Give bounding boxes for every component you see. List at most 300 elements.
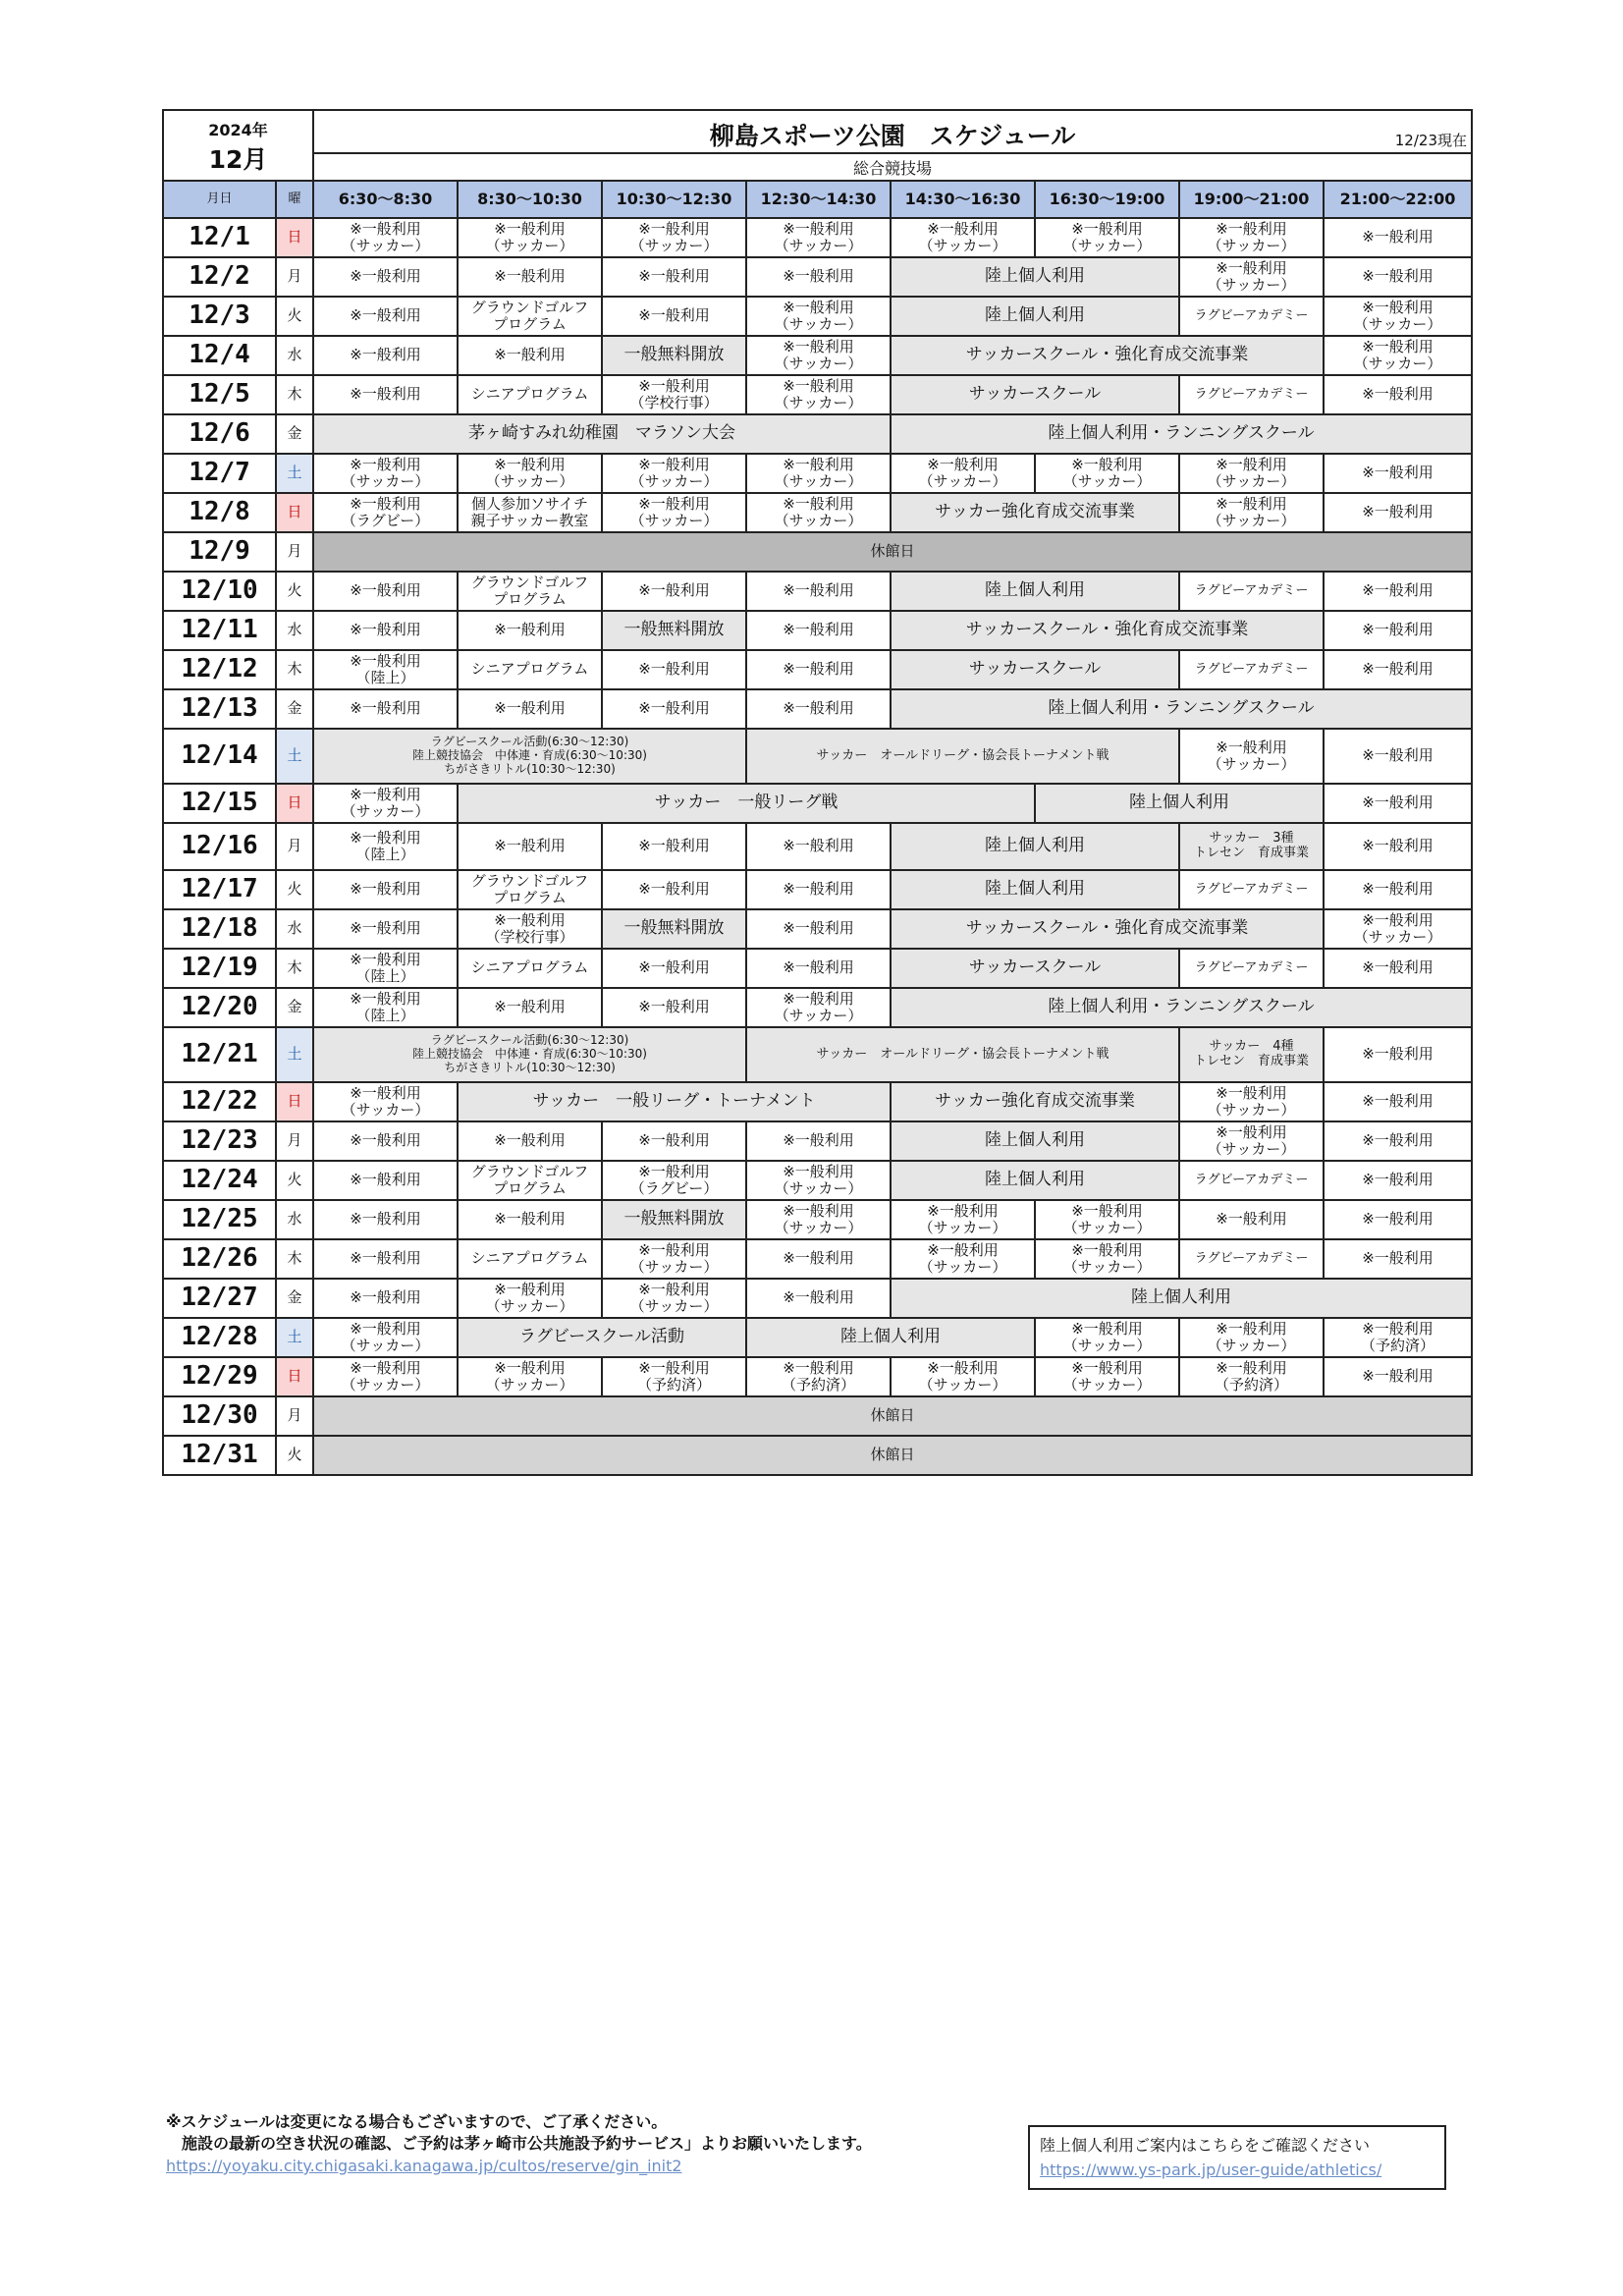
column-header-row [163,181,1472,218]
date-cell: 12/24 [163,1161,276,1200]
date-cell: 12/22 [163,1082,276,1121]
schedule-cell: ※一般利用 （サッカー） [746,454,891,493]
schedule-cell: サッカースクール [891,949,1179,988]
schedule-cell: ※一般利用 （サッカー） [313,784,458,823]
change-notice: ※スケジュールは変更になる場合もございますので、ご了承ください。 [166,2112,668,2131]
schedule-cell: サッカー強化育成交流事業 [891,493,1179,532]
date-cell: 12/10 [163,572,276,611]
weekday-cell: 木 [276,949,313,988]
schedule-cell: ※一般利用 [746,1121,891,1161]
schedule-cell: サッカー 4種 トレセン 育成事業 [1179,1027,1324,1082]
date-cell: 12/5 [163,375,276,414]
schedule-cell: ※一般利用 （サッカー） [891,454,1035,493]
dow-column-header: 曜 [276,181,313,218]
schedule-cell: ※一般利用 [602,689,746,729]
schedule-cell: ※一般利用 [313,870,458,909]
reservation-notice: 施設の最新の空き状況の確認、ご予約は茅ヶ崎市公共施設予約サービス」よりお願いいたします。 [182,2134,872,2153]
weekday-cell: 水 [276,336,313,375]
schedule-cell: ※一般利用 （サッカー） [602,218,746,257]
schedule-cell: サッカー 一般リーグ・トーナメント [458,1082,891,1121]
weekday-cell: 火 [276,1161,313,1200]
weekday-cell: 火 [276,297,313,336]
schedule-cell: 陸上個人利用・ランニングスクール [891,689,1472,729]
schedule-cell: ※一般利用 [313,689,458,729]
schedule-cell: ※一般利用 （サッカー） [1179,1121,1324,1161]
weekday-cell: 金 [276,414,313,454]
weekday-cell: 火 [276,1436,313,1475]
schedule-cell: サッカー強化育成交流事業 [891,1082,1179,1121]
slot-header: 14:30～16:30 [891,181,1035,218]
schedule-cell: ※一般利用 （陸上） [313,650,458,689]
schedule-cell: 陸上個人利用 [891,823,1179,870]
athletics-info-box [1028,2125,1446,2190]
schedule-cell: ※一般利用 [746,572,891,611]
date-cell: 12/28 [163,1318,276,1357]
schedule-cell: サッカー オールドリーグ・協会長トーナメント戦 [746,729,1179,784]
date-cell: 12/7 [163,454,276,493]
schedule-cell: ラグビーアカデミー [1179,375,1324,414]
schedule-cell: ※一般利用 （サッカー） [1035,1200,1179,1239]
weekday-cell: 土 [276,729,313,784]
schedule-row [163,823,1472,870]
schedule-cell: シニアプログラム [458,375,602,414]
schedule-cell: ※一般利用 [313,1121,458,1161]
schedule-cell: 陸上個人利用 [891,257,1179,297]
date-cell: 12/27 [163,1279,276,1318]
athletics-info-link[interactable]: https://www.ys-park.jp/user-guide/athletics/ [1040,2160,1382,2179]
schedule-row [163,572,1472,611]
schedule-cell: ※一般利用 （サッカー） [313,1357,458,1396]
schedule-cell: ※一般利用 （予約済） [746,1357,891,1396]
schedule-row [163,375,1472,414]
weekday-cell: 土 [276,1318,313,1357]
weekday-cell: 木 [276,650,313,689]
weekday-cell: 月 [276,532,313,572]
year-label: 2024年 [208,120,268,139]
slot-header: 10:30～12:30 [602,181,746,218]
schedule-cell: ※一般利用 [313,1200,458,1239]
schedule-cell: ※一般利用 （サッカー） [746,375,891,414]
schedule-row [163,1082,1472,1121]
schedule-cell: ※一般利用 （サッカー） [313,454,458,493]
weekday-cell: 日 [276,493,313,532]
schedule-cell: ラグビースクール活動(6:30～12:30) 陸上競技協会 中体連・育成(6:30～10:30) ちがさきリトル(10:30～12:30) [313,729,746,784]
schedule-cell: ※一般利用 （陸上） [313,823,458,870]
schedule-cell: ※一般利用 [602,650,746,689]
schedule-cell: 陸上個人利用 [891,1121,1179,1161]
venue-label: 総合競技場 [313,153,1472,181]
schedule-cell: シニアプログラム [458,650,602,689]
schedule-cell: ※一般利用 [746,1239,891,1279]
date-cell: 12/9 [163,532,276,572]
schedule-row [163,870,1472,909]
weekday-cell: 日 [276,784,313,823]
schedule-sheet [162,109,1471,1476]
schedule-cell: ※一般利用 [1324,1239,1472,1279]
schedule-cell: ※一般利用 [1179,1200,1324,1239]
weekday-cell: 火 [276,870,313,909]
schedule-cell: ※一般利用 （サッカー） [1324,336,1472,375]
schedule-cell: ※一般利用 （学校行事） [602,375,746,414]
weekday-cell: 水 [276,909,313,949]
schedule-cell: ※一般利用 （サッカー） [458,454,602,493]
schedule-cell: ※一般利用 [602,297,746,336]
weekday-cell: 土 [276,454,313,493]
schedule-cell: ※一般利用 [1324,1082,1472,1121]
schedule-cell: ※一般利用 （ラグビー） [313,493,458,532]
schedule-cell: ※一般利用 [1324,1200,1472,1239]
schedule-cell: ※一般利用 [313,611,458,650]
schedule-cell: 陸上個人利用 [891,572,1179,611]
schedule-cell: ※一般利用 （サッカー） [891,1357,1035,1396]
schedule-cell: ※一般利用 [746,611,891,650]
schedule-cell: ※一般利用 （サッカー） [891,1200,1035,1239]
slot-header: 8:30～10:30 [458,181,602,218]
schedule-cell: ※一般利用 [313,1279,458,1318]
date-cell: 12/23 [163,1121,276,1161]
schedule-cell: ラグビーアカデミー [1179,1239,1324,1279]
schedule-cell: ※一般利用 [1324,257,1472,297]
schedule-row [163,1239,1472,1279]
schedule-row [163,1121,1472,1161]
schedule-cell: ※一般利用 （予約済） [1179,1357,1324,1396]
schedule-cell: ※一般利用 （サッカー） [602,1239,746,1279]
schedule-cell: 個人参加ソサイチ 親子サッカー教室 [458,493,602,532]
schedule-cell: ※一般利用 [458,257,602,297]
schedule-row [163,532,1472,572]
schedule-cell: ※一般利用 [458,611,602,650]
schedule-row [163,1200,1472,1239]
schedule-cell: ※一般利用 （サッカー） [313,1082,458,1121]
schedule-row [163,909,1472,949]
reservation-link[interactable]: https://yoyaku.city.chigasaki.kanagawa.jp/cultos/reserve/gin_init2 [166,2157,682,2175]
schedule-cell: ※一般利用 （サッカー） [313,218,458,257]
as-of-date: 12/23現在 [1394,132,1467,149]
schedule-cell: ※一般利用 （サッカー） [1035,1357,1179,1396]
schedule-cell: ※一般利用 [458,988,602,1027]
schedule-cell: サッカー 一般リーグ戦 [458,784,1035,823]
schedule-cell: ※一般利用 [746,870,891,909]
weekday-cell: 日 [276,1357,313,1396]
schedule-cell: ※一般利用 （サッカー） [1179,1082,1324,1121]
schedule-cell: サッカー オールドリーグ・協会長トーナメント戦 [746,1027,1179,1082]
date-cell: 12/26 [163,1239,276,1279]
schedule-row [163,493,1472,532]
year-month-cell [163,110,313,181]
schedule-cell: 陸上個人利用 [891,1161,1179,1200]
weekday-cell: 月 [276,257,313,297]
schedule-cell: 一般無料開放 [602,1200,746,1239]
schedule-cell: ※一般利用 [1324,454,1472,493]
date-cell: 12/12 [163,650,276,689]
schedule-row [163,336,1472,375]
schedule-cell: ※一般利用 （サッカー） [746,218,891,257]
weekday-cell: 日 [276,1082,313,1121]
schedule-cell: ※一般利用 [602,1121,746,1161]
schedule-cell: ※一般利用 （サッカー） [602,1279,746,1318]
schedule-cell: 陸上個人利用 [891,297,1179,336]
schedule-row [163,949,1472,988]
schedule-cell: ※一般利用 （サッカー） [1179,493,1324,532]
schedule-cell: サッカースクール・強化育成交流事業 [891,336,1324,375]
schedule-cell: ※一般利用 （サッカー） [1179,454,1324,493]
page-title: 柳島スポーツ公園 スケジュール [709,122,1076,150]
date-cell: 12/6 [163,414,276,454]
schedule-cell: ※一般利用 [746,689,891,729]
weekday-cell: 木 [276,1239,313,1279]
weekday-cell: 月 [276,1396,313,1436]
schedule-cell: ※一般利用 （サッカー） [1324,909,1472,949]
schedule-cell: 陸上個人利用・ランニングスクール [891,988,1472,1027]
schedule-cell: ※一般利用 （サッカー） [602,454,746,493]
schedule-cell: ※一般利用 [1324,218,1472,257]
weekday-cell: 金 [276,1279,313,1318]
date-cell: 12/13 [163,689,276,729]
schedule-row [163,689,1472,729]
schedule-cell: グラウンドゴルフ プログラム [458,1161,602,1200]
schedule-cell: ラグビーアカデミー [1179,572,1324,611]
schedule-row [163,650,1472,689]
schedule-cell: ※一般利用 [1324,949,1472,988]
weekday-cell: 火 [276,572,313,611]
schedule-cell: ラグビーアカデミー [1179,870,1324,909]
schedule-cell: ※一般利用 [746,909,891,949]
weekday-cell: 土 [276,1027,313,1082]
schedule-cell: ※一般利用 [458,1200,602,1239]
weekday-cell: 日 [276,218,313,257]
schedule-cell: ※一般利用 [602,572,746,611]
slot-header: 16:30～19:00 [1035,181,1179,218]
schedule-row [163,1318,1472,1357]
schedule-cell: ※一般利用 （サッカー） [1035,218,1179,257]
weekday-cell: 月 [276,823,313,870]
schedule-row [163,1396,1472,1436]
date-cell: 12/4 [163,336,276,375]
schedule-cell: ※一般利用 [313,1161,458,1200]
schedule-row [163,257,1472,297]
schedule-row [163,729,1472,784]
schedule-cell: サッカー 3種 トレセン 育成事業 [1179,823,1324,870]
weekday-cell: 金 [276,689,313,729]
schedule-cell: ※一般利用 （サッカー） [1324,297,1472,336]
schedule-cell: ラグビースクール活動 [458,1318,746,1357]
schedule-cell: ※一般利用 [1324,375,1472,414]
schedule-cell: ※一般利用 （予約済） [602,1357,746,1396]
schedule-cell: ※一般利用 [313,909,458,949]
schedule-cell: サッカースクール・強化育成交流事業 [891,909,1324,949]
schedule-cell: ※一般利用 [313,336,458,375]
schedule-cell: ※一般利用 （サッカー） [746,336,891,375]
date-cell: 12/29 [163,1357,276,1396]
schedule-cell: シニアプログラム [458,949,602,988]
schedule-cell: サッカースクール・強化育成交流事業 [891,611,1324,650]
schedule-cell: ラグビースクール活動(6:30～12:30) 陸上競技協会 中体連・育成(6:30～10:30) ちがさきリトル(10:30～12:30) [313,1027,746,1082]
weekday-cell: 金 [276,988,313,1027]
schedule-cell: ※一般利用 [602,870,746,909]
weekday-cell: 水 [276,611,313,650]
schedule-cell: ※一般利用 [313,375,458,414]
schedule-row [163,784,1472,823]
schedule-cell: ※一般利用 [1324,784,1472,823]
closed-day-cell: 休館日 [313,1436,1472,1475]
weekday-cell: 月 [276,1121,313,1161]
date-cell: 12/3 [163,297,276,336]
schedule-cell: ※一般利用 [1324,823,1472,870]
schedule-cell: ※一般利用 （サッカー） [1035,454,1179,493]
schedule-cell: グラウンドゴルフ プログラム [458,297,602,336]
schedule-cell: ※一般利用 （サッカー） [746,493,891,532]
schedule-cell: 茅ヶ崎すみれ幼稚園 マラソン大会 [313,414,891,454]
schedule-row [163,414,1472,454]
date-cell: 12/14 [163,729,276,784]
schedule-cell: ※一般利用 [313,572,458,611]
date-cell: 12/8 [163,493,276,532]
schedule-cell: ※一般利用 （サッカー） [1179,257,1324,297]
schedule-cell: ※一般利用 [1324,729,1472,784]
schedule-cell: ※一般利用 [1324,650,1472,689]
schedule-cell: 陸上個人利用・ランニングスクール [891,414,1472,454]
schedule-cell: ※一般利用 （サッカー） [313,1318,458,1357]
schedule-cell: ※一般利用 [458,823,602,870]
schedule-cell: ※一般利用 [746,650,891,689]
schedule-cell: ※一般利用 [1324,493,1472,532]
schedule-cell: ※一般利用 （サッカー） [1035,1318,1179,1357]
schedule-cell: ※一般利用 （サッカー） [1179,218,1324,257]
closed-day-cell: 休館日 [313,532,1472,572]
schedule-cell: ラグビーアカデミー [1179,297,1324,336]
schedule-cell: ※一般利用 （サッカー） [891,218,1035,257]
schedule-cell: サッカースクール [891,375,1179,414]
schedule-cell: ※一般利用 [313,297,458,336]
schedule-cell: ※一般利用 （サッカー） [458,218,602,257]
schedule-cell: ※一般利用 [313,1239,458,1279]
closed-day-cell: 休館日 [313,1396,1472,1436]
schedule-cell: 陸上個人利用 [1035,784,1324,823]
slot-header: 12:30～14:30 [746,181,891,218]
schedule-cell: ※一般利用 （ラグビー） [602,1161,746,1200]
schedule-table [162,180,1473,1476]
schedule-cell: シニアプログラム [458,1239,602,1279]
schedule-row [163,1027,1472,1082]
schedule-cell: ※一般利用 [602,988,746,1027]
schedule-body [163,218,1472,1475]
schedule-cell: 陸上個人利用 [891,870,1179,909]
schedule-cell: ※一般利用 [1324,1161,1472,1200]
schedule-cell: ※一般利用 [1324,1027,1472,1082]
schedule-cell: ※一般利用 [458,1121,602,1161]
date-cell: 12/11 [163,611,276,650]
schedule-cell: ※一般利用 [458,336,602,375]
date-cell: 12/21 [163,1027,276,1082]
schedule-cell: ※一般利用 [602,823,746,870]
schedule-row [163,454,1472,493]
schedule-cell: ※一般利用 [602,949,746,988]
date-cell: 12/19 [163,949,276,988]
schedule-row [163,988,1472,1027]
schedule-cell: ※一般利用 （サッカー） [891,1239,1035,1279]
schedule-cell: ※一般利用 （サッカー） [746,297,891,336]
schedule-cell: ※一般利用 （サッカー） [1179,729,1324,784]
schedule-row [163,1161,1472,1200]
title-cell [313,110,1472,153]
athletics-info-text: 陸上個人利用ご案内はこちらをご確認ください [1040,2136,1371,2155]
date-cell: 12/18 [163,909,276,949]
schedule-cell: ※一般利用 [1324,611,1472,650]
date-cell: 12/15 [163,784,276,823]
schedule-cell: ※一般利用 （サッカー） [1035,1239,1179,1279]
date-cell: 12/20 [163,988,276,1027]
slot-header: 6:30～8:30 [313,181,458,218]
schedule-cell: ※一般利用 [1324,572,1472,611]
date-cell: 12/1 [163,218,276,257]
schedule-cell: ※一般利用 （サッカー） [602,493,746,532]
schedule-header [162,109,1473,182]
date-column-header: 月日 [163,181,276,218]
schedule-cell: ラグビーアカデミー [1179,1161,1324,1200]
schedule-cell: 一般無料開放 [602,909,746,949]
date-cell: 12/16 [163,823,276,870]
schedule-row [163,1436,1472,1475]
schedule-cell: ラグビーアカデミー [1179,949,1324,988]
schedule-cell: ラグビーアカデミー [1179,650,1324,689]
schedule-cell: ※一般利用 （学校行事） [458,909,602,949]
schedule-cell: グラウンドゴルフ プログラム [458,870,602,909]
schedule-row [163,611,1472,650]
date-cell: 12/2 [163,257,276,297]
schedule-cell: ※一般利用 [458,689,602,729]
schedule-cell: ※一般利用 （サッカー） [458,1279,602,1318]
schedule-cell: ※一般利用 （サッカー） [458,1357,602,1396]
schedule-cell: ※一般利用 [746,949,891,988]
schedule-row [163,297,1472,336]
slot-header: 19:00～21:00 [1179,181,1324,218]
schedule-cell: ※一般利用 （予約済） [1324,1318,1472,1357]
date-cell: 12/31 [163,1436,276,1475]
schedule-cell: ※一般利用 [746,257,891,297]
schedule-cell: ※一般利用 [313,257,458,297]
date-cell: 12/25 [163,1200,276,1239]
schedule-cell: ※一般利用 [1324,1357,1472,1396]
weekday-cell: 木 [276,375,313,414]
schedule-cell: ※一般利用 [1324,870,1472,909]
schedule-cell: ※一般利用 （サッカー） [746,1161,891,1200]
schedule-cell: 陸上個人利用 [746,1318,1035,1357]
schedule-cell: ※一般利用 [602,257,746,297]
schedule-row [163,1357,1472,1396]
schedule-row [163,218,1472,257]
schedule-cell: ※一般利用 [746,1279,891,1318]
schedule-cell: 一般無料開放 [602,336,746,375]
weekday-cell: 水 [276,1200,313,1239]
schedule-cell: サッカースクール [891,650,1179,689]
schedule-row [163,1279,1472,1318]
slot-header: 21:00～22:00 [1324,181,1472,218]
footer [162,2109,1471,2198]
schedule-cell: グラウンドゴルフ プログラム [458,572,602,611]
date-cell: 12/17 [163,870,276,909]
schedule-cell: ※一般利用 （サッカー） [1179,1318,1324,1357]
month-label: 12月 [208,144,268,174]
schedule-cell: ※一般利用 （陸上） [313,988,458,1027]
schedule-cell: ※一般利用 （陸上） [313,949,458,988]
schedule-cell: ※一般利用 （サッカー） [746,1200,891,1239]
schedule-cell: 一般無料開放 [602,611,746,650]
schedule-cell: ※一般利用 [746,823,891,870]
schedule-cell: ※一般利用 [1324,1121,1472,1161]
schedule-cell: 陸上個人利用 [891,1279,1472,1318]
date-cell: 12/30 [163,1396,276,1436]
schedule-cell: ※一般利用 （サッカー） [746,988,891,1027]
